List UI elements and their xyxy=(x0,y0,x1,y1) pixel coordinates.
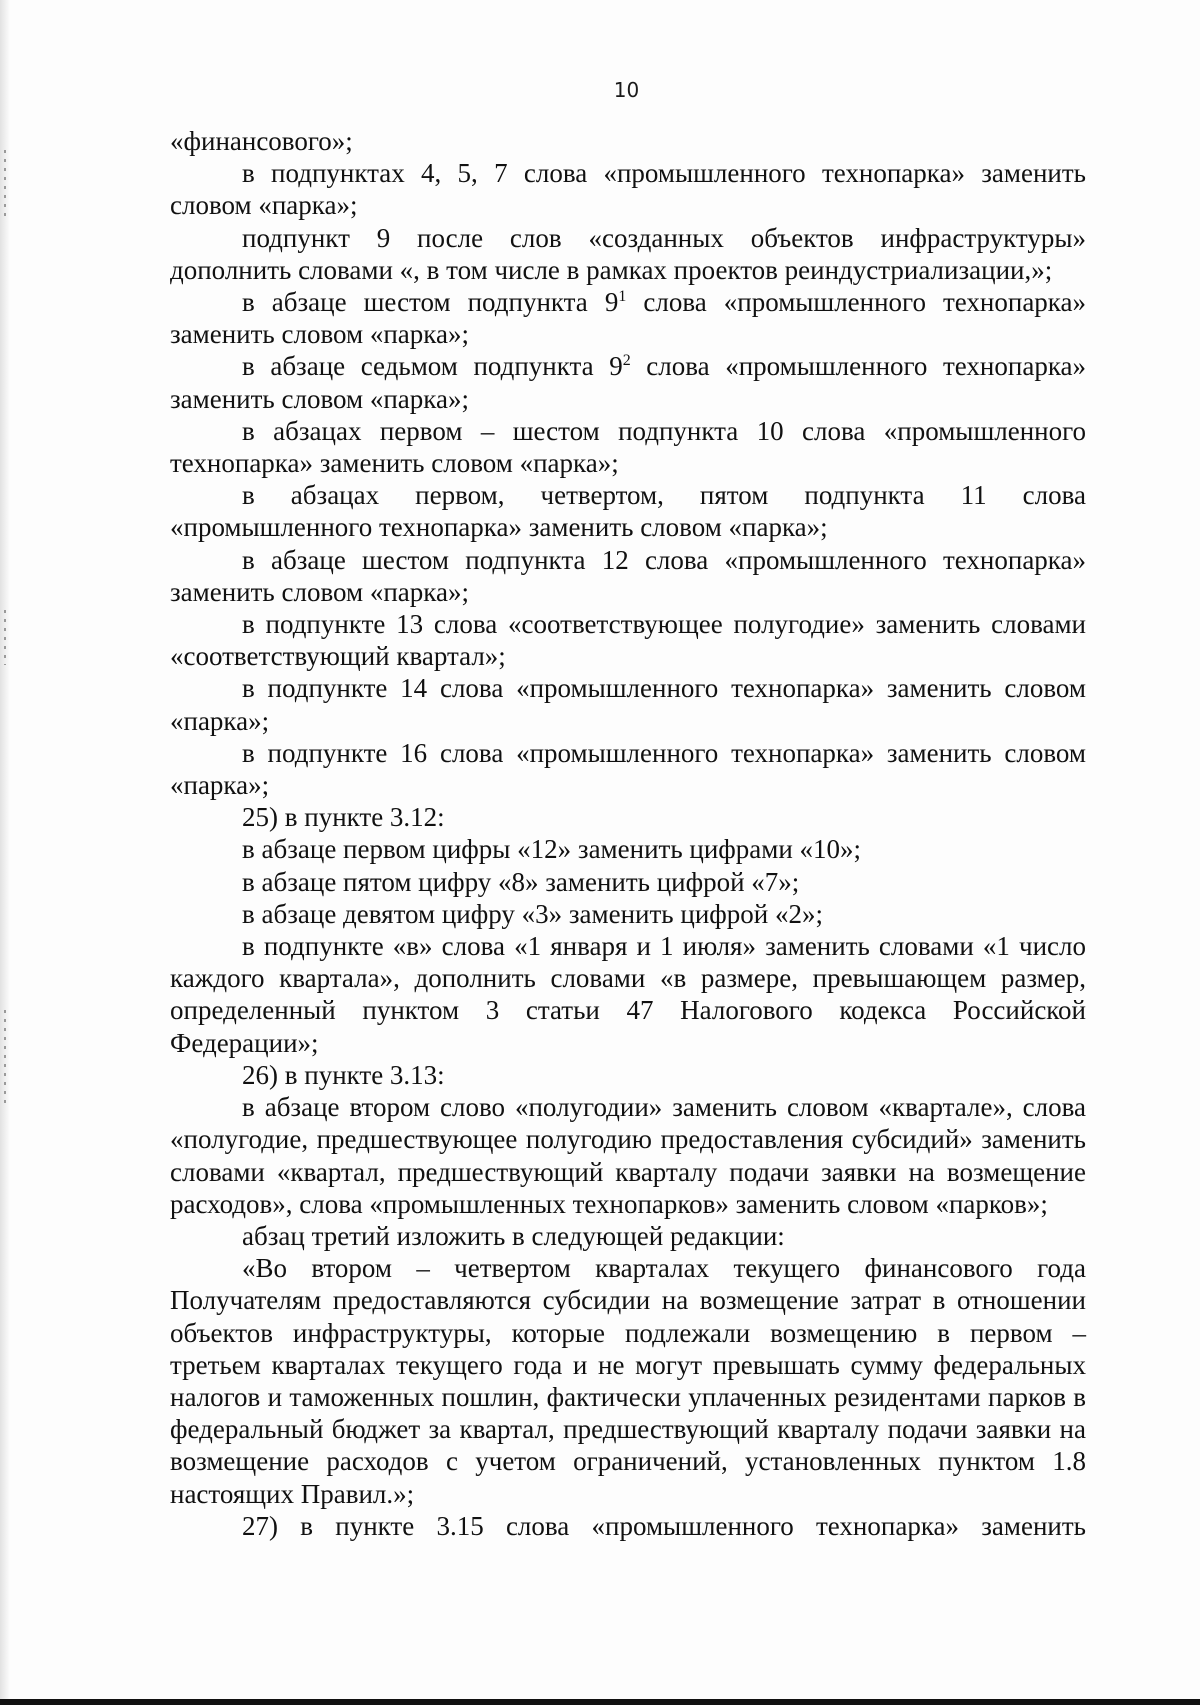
paragraph: «финансового»; xyxy=(170,126,353,156)
paragraph: в подпункте 14 слова «промышленного технопарка» заменить словом «парка»; xyxy=(170,673,1086,736)
paragraph: в абзаце пятом цифру «8» заменить цифрой «7»; xyxy=(242,866,800,897)
paragraph: в абзаце шестом подпункта 12 слова «промышленного технопарка» заменить словом «парка»; xyxy=(170,544,1086,607)
paragraph: в подпунктах 4, 5, 7 слова «промышленного технопарка» заменить словом «парка»; xyxy=(170,158,1086,221)
paragraph: в подпункте «в» слова «1 января и 1 июля» заменить словами «1 число каждого квартала», дополнить словами «в размере, превышающем размер, определенный пунктом 3 статьи 47 Налогового кодекса Российской Федерации»; xyxy=(170,931,1086,1058)
scan-left-edge xyxy=(0,0,10,1705)
paragraph: в подпункте 16 слова «промышленного технопарка» заменить словом «парка»; xyxy=(170,737,1086,801)
document-body xyxy=(170,125,1086,1542)
paragraph: 26) в пункте 3.13: xyxy=(242,1059,445,1090)
scan-bottom-edge xyxy=(0,1699,1200,1705)
paragraph: «Во втором – четвертом кварталах текущего финансового года Получателям предоставляются субсидии на возмещение затрат в отношении объектов инфраструктуры, которые подлежали возмещению в первом – третьем кварталах текущего года и не могут превышать сумму федеральных налогов и таможенных пошлин, фактически уплаченных резидентами парков в федеральный бюджет за квартал, предшествующий кварталу подачи заявки на возмещение расходов с учетом ограничений, установленных пунктом 1.8 настоящих Правил.»; xyxy=(170,1253,1086,1509)
paragraph: в абзаце втором слово «полугодии» заменить словом «квартале», слова «полугодие, предшествующее полугодию предоставления субсидий» заменить словами «квартал, предшествующий кварталу подачи заявки на возмещение расходов», слова «промышленных технопарков» заменить словом «парков»; xyxy=(170,1092,1086,1219)
scan-artifact-dots xyxy=(4,150,6,220)
scan-artifact-dots xyxy=(4,610,6,665)
paragraph xyxy=(170,350,1086,414)
superscript: 1 xyxy=(618,288,627,306)
scan-artifact-dots xyxy=(4,1010,6,1105)
paragraph: в абзаце первом цифры «12» заменить цифрами «10»; xyxy=(242,834,862,865)
paragraph: подпункт 9 после слов «созданных объектов инфраструктуры» дополнить словами «, в том числе в рамках проектов реиндустриализации,»; xyxy=(170,222,1086,285)
paragraph: в абзацах первом, четвертом, пятом подпункта 11 слова «промышленного технопарка» заменить словом «парка»; xyxy=(170,480,1086,543)
paragraph: в абзаце девятом цифру «3» заменить цифрой «2»; xyxy=(242,898,823,929)
paragraph-text: в абзаце шестом подпункта 9 xyxy=(242,287,619,318)
paragraph: 27) в пункте 3.15 слова «промышленного технопарка» заменить xyxy=(242,1510,1086,1541)
paragraph-text: в абзаце седьмом подпункта 9 xyxy=(242,351,623,382)
paragraph-text: слова «промышленного технопарка» заменить словом «парка»; xyxy=(170,287,1087,350)
paragraph: 25) в пункте 3.12: xyxy=(242,802,445,833)
superscript: 2 xyxy=(622,352,631,370)
page-number: 10 xyxy=(613,78,640,102)
paragraph: абзац третий изложить в следующей редакции: xyxy=(242,1220,785,1251)
paragraph: в подпункте 13 слова «соответствующее полугодие» заменить словами «соответствующий квартал»; xyxy=(170,609,1086,672)
paragraph xyxy=(170,286,1086,350)
paragraph: в абзацах первом – шестом подпункта 10 слова «промышленного технопарка» заменить словом «парка»; xyxy=(170,415,1086,479)
paragraph-text: слова «промышленного технопарка» заменить словом «парка»; xyxy=(170,351,1087,414)
